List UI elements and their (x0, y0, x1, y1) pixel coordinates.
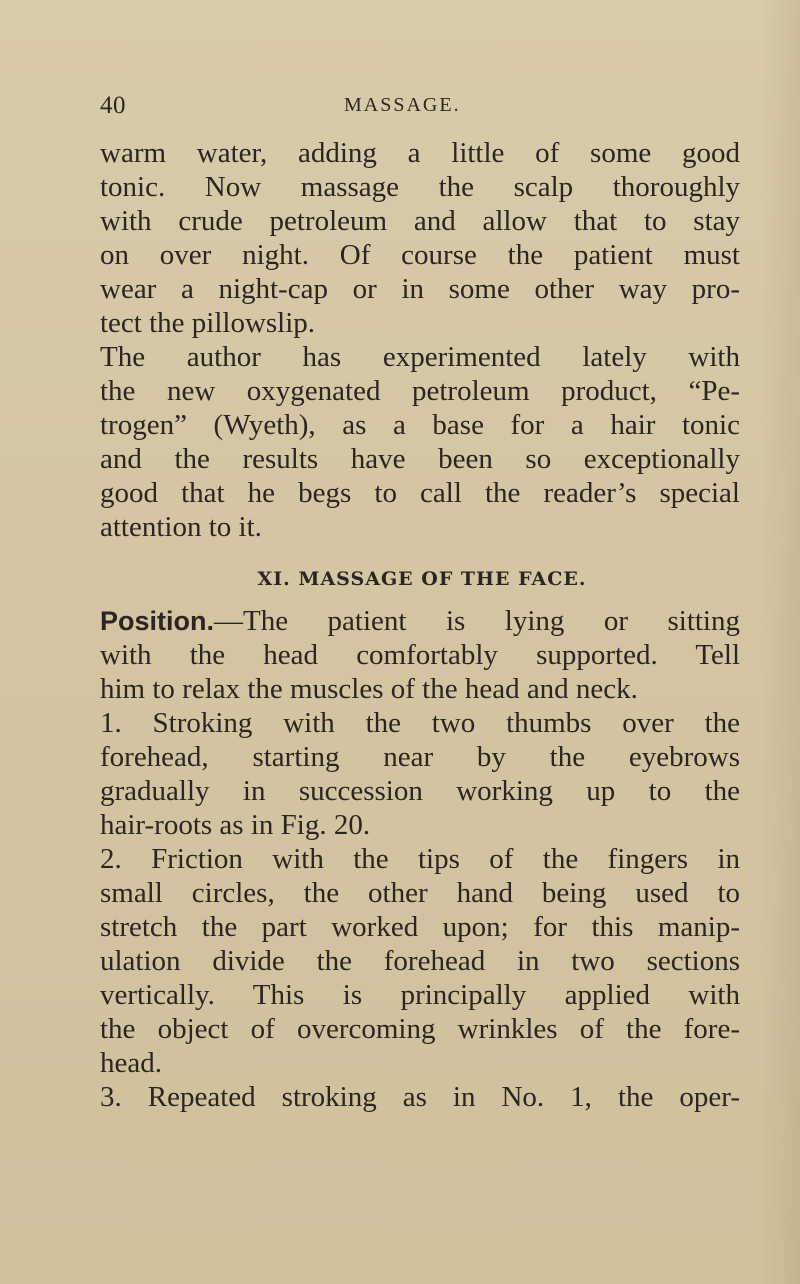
paragraph-lead: Position. (100, 606, 214, 636)
text-line: gradually in succession working up to the (100, 775, 740, 807)
paragraph-petrogen (100, 340, 740, 544)
text-line: 3. Repeated stroking as in No. 1, the oper- (100, 1081, 740, 1113)
text-line: tonic. Now massage the scalp thoroughly (100, 171, 740, 203)
text-line: wear a night-cap or in some other way pro- (100, 273, 740, 305)
text-line: and the results have been so exceptionally (100, 443, 740, 475)
text-line-rest: —The patient is lying or sitting (214, 605, 740, 637)
paragraph-position (100, 604, 740, 706)
text-line: with crude petroleum and allow that to stay (100, 205, 740, 237)
text-line: tect the pillowslip. (100, 307, 316, 339)
page-number: 40 (100, 92, 126, 119)
text-line: head. (100, 1047, 162, 1079)
text-line: hair-roots as in Fig. 20. (100, 809, 371, 841)
text-line: him to relax the muscles of the head and neck. (100, 673, 638, 705)
text-line: the object of overcoming wrinkles of the fore- (100, 1013, 740, 1045)
text-line: 2. Friction with the tips of the fingers in (100, 843, 740, 875)
text-line: The author has experimented lately with (100, 341, 740, 373)
text-line: ulation divide the forehead in two sections (100, 945, 740, 977)
list-item-stroking (100, 706, 740, 842)
paragraph-hair-treatment (100, 136, 740, 340)
list-item-repeated-stroking (100, 1080, 740, 1114)
text-line: small circles, the other hand being used to (100, 877, 740, 909)
text-line: vertically. This is principally applied with (100, 979, 740, 1011)
text-line: trogen” (Wyeth), as a base for a hair tonic (100, 409, 740, 441)
text-line: with the head comfortably supported. Tell (100, 639, 740, 671)
text-line: forehead, starting near by the eyebrows (100, 741, 740, 773)
text-line: the new oxygenated petroleum product, “Pe- (100, 375, 740, 407)
running-head (100, 92, 740, 122)
body-text (100, 136, 740, 1114)
text-line: 1. Stroking with the two thumbs over the (100, 707, 740, 739)
text-line: on over night. Of course the patient must (100, 239, 740, 271)
text-line: stretch the part worked upon; for this manip- (100, 911, 740, 943)
text-line (100, 604, 740, 638)
section-heading: XI. MASSAGE OF THE FACE. (257, 568, 587, 590)
list-item-friction (100, 842, 740, 1080)
text-line: good that he begs to call the reader’s special (100, 477, 740, 509)
text-line: attention to it. (100, 511, 262, 543)
text-line: warm water, adding a little of some good (100, 137, 740, 169)
running-title: MASSAGE. (344, 94, 461, 116)
